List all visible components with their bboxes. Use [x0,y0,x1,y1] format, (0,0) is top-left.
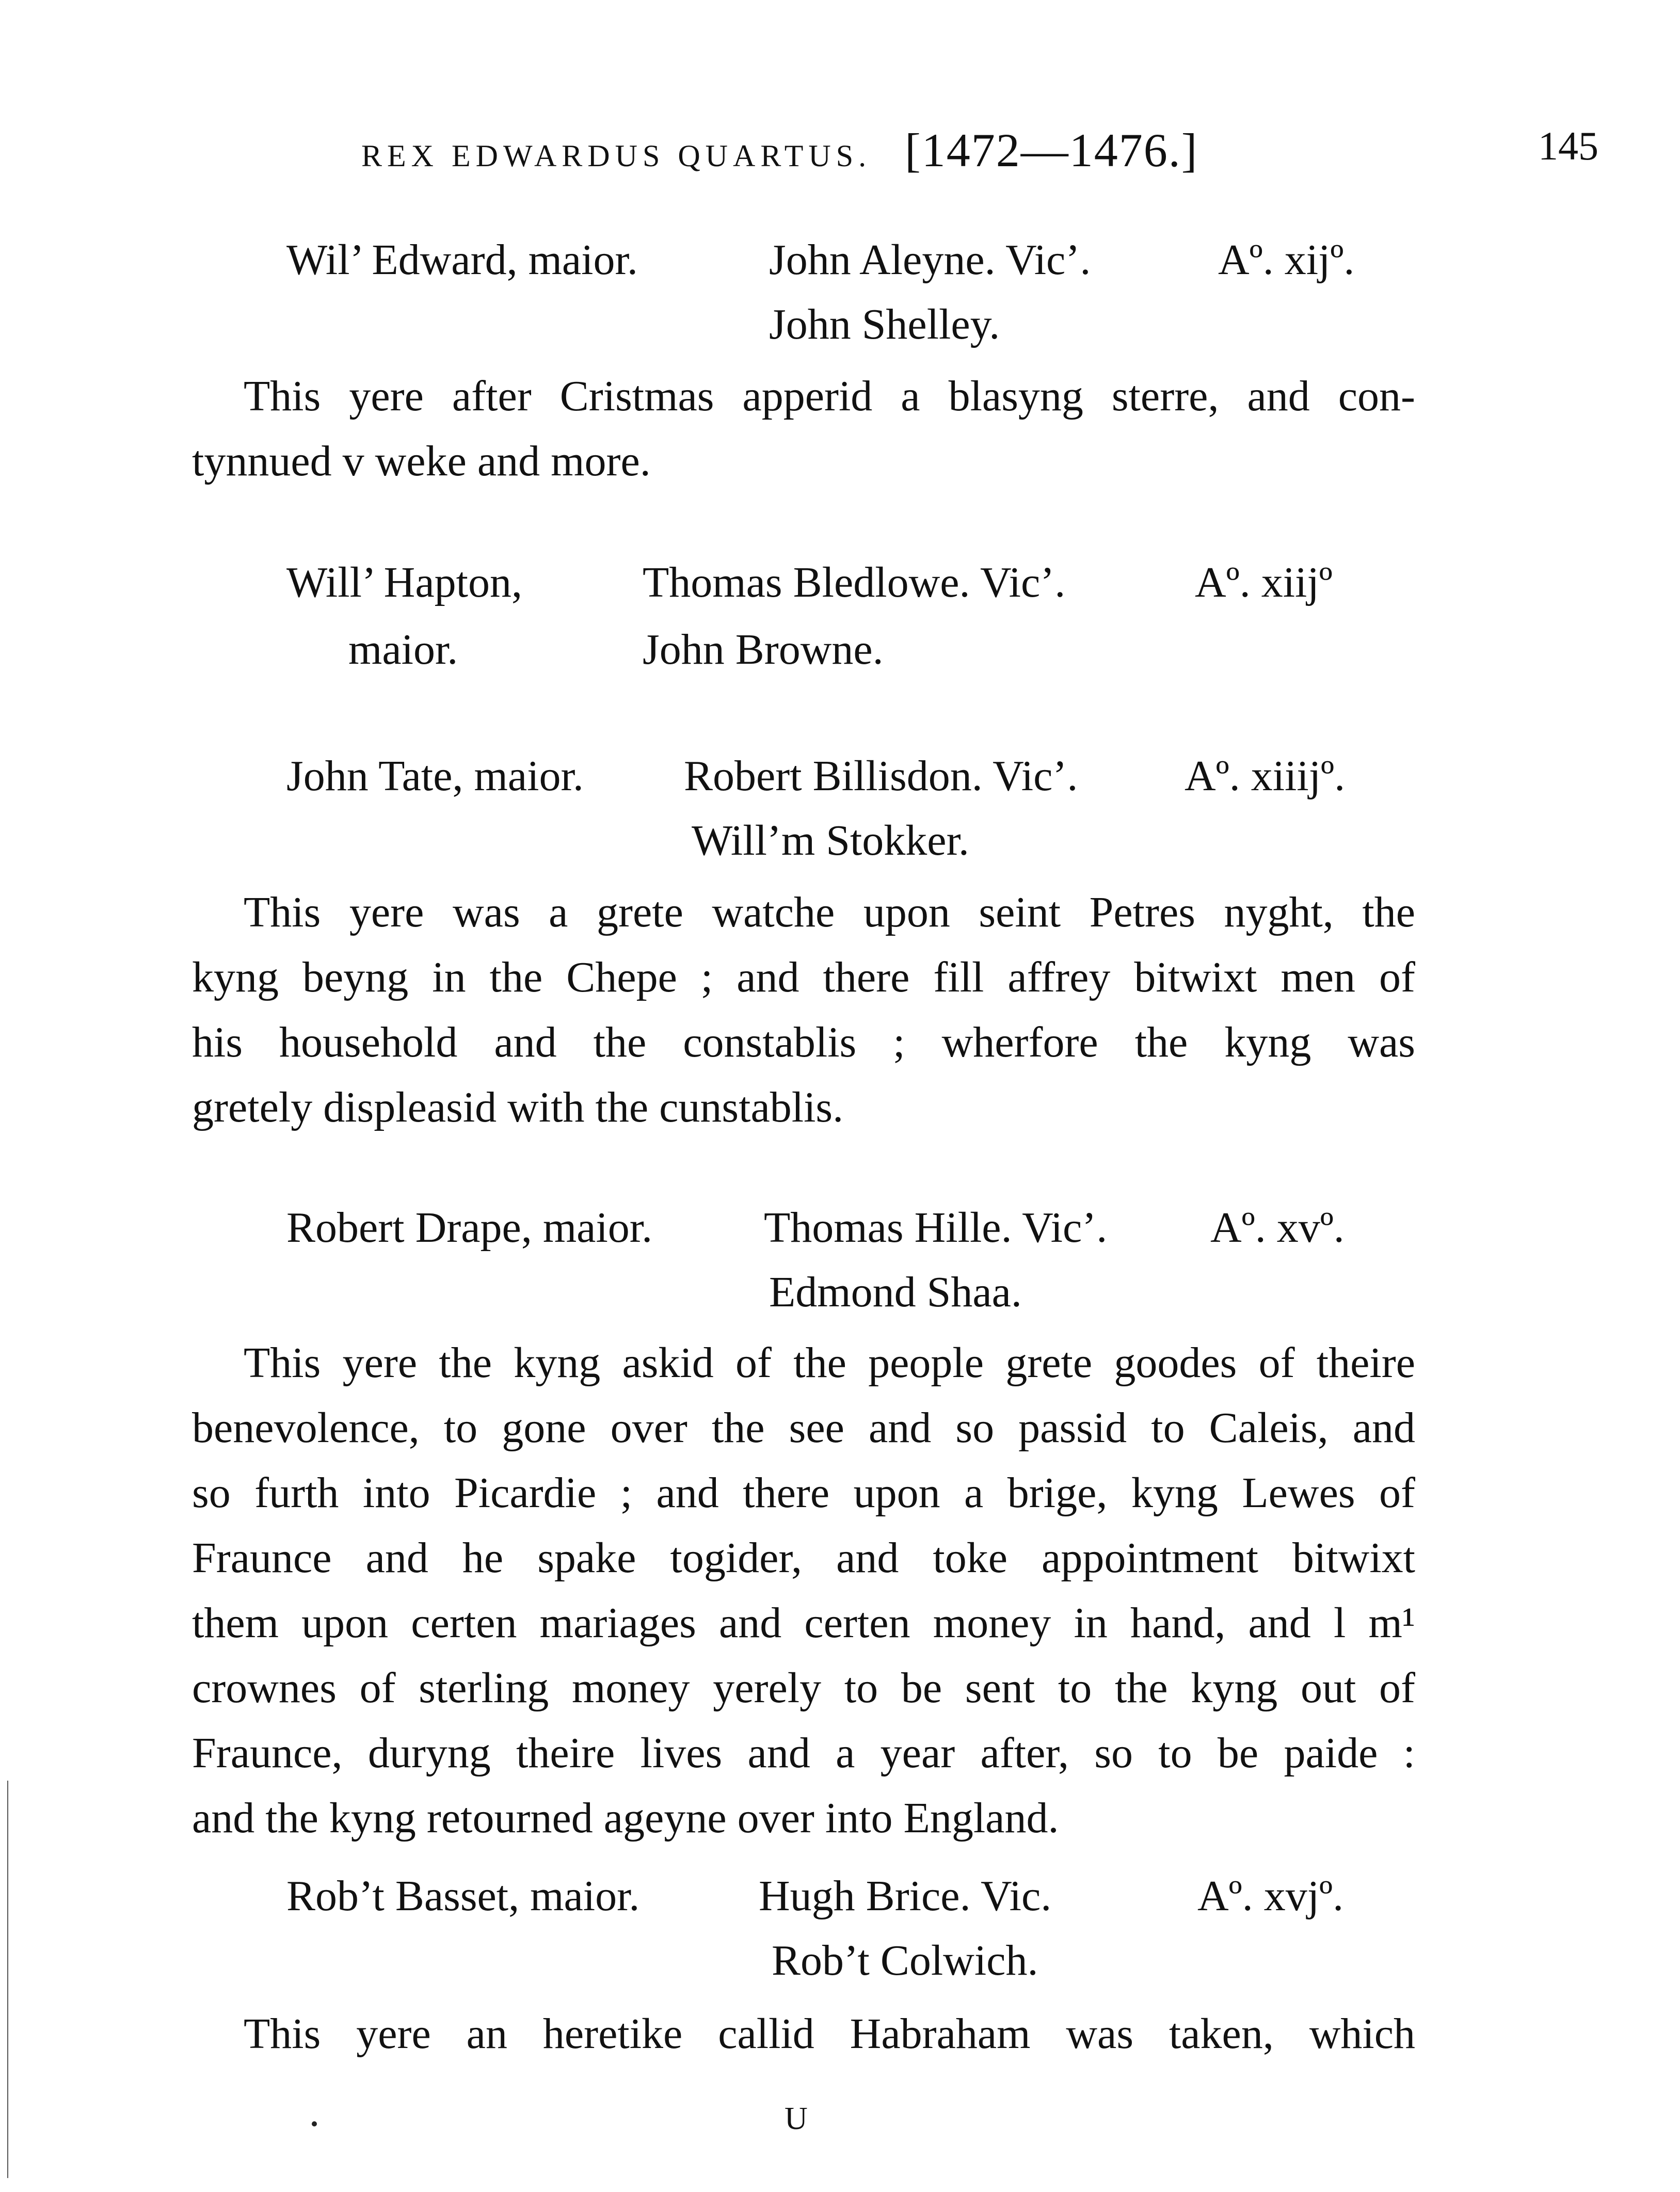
paragraph-line: Fraunce, duryng theire lives and a year after, so to be paide : [192,1729,1415,1777]
entry-3-mayor: John Tate, maior. [286,752,584,800]
running-head [361,123,1198,178]
page-number: 145 [1538,123,1598,168]
entry-2-mayor-cont: maior. [348,626,458,674]
paragraph-line: This yere an heretike callid Habraham was taken, which [244,2010,1415,2058]
signature-mark: U [785,2101,808,2136]
entry-5-sheriff-2: Rob’t Colwich. [772,1937,1038,1985]
entry-1-sheriff-1: John Aleyne. Vic’. [769,236,1091,284]
paragraph-line: This yere was a grete watche upon seint Petres nyght, the [244,888,1415,936]
paragraph-line: so furth into Picardie ; and there upon a brige, kyng Lewes of [192,1469,1415,1517]
paragraph-line: benevolence, to gone over the see and so passid to Caleis, and [192,1404,1415,1452]
entry-5-mayor: Rob’t Basset, maior. [286,1872,640,1920]
entry-2-mayor: Will’ Hapton, [286,558,522,606]
paragraph-line: crownes of sterling money yerely to be sent to the kyng out of [192,1664,1415,1712]
entry-5-sheriff-1: Hugh Brice. Vic. [759,1872,1052,1920]
entry-1-year: Aº. xijº. [1218,236,1355,284]
paragraph-line: them upon certen mariages and certen money in hand, and l m¹ [192,1599,1415,1647]
entry-4-sheriff-2: Edmond Shaa. [769,1268,1022,1316]
paragraph-line: This yere after Cristmas apperid a blasyng sterre, and con- [244,372,1415,420]
entry-4-paragraph [192,1331,1415,1851]
paragraph-line: tynnued v weke and more. [192,437,651,485]
paragraph-line: kyng beyng in the Chepe ; and there fill affrey bitwixt men of [192,953,1415,1001]
entry-3-year: Aº. xiiijº. [1185,752,1346,800]
entry-2-year: Aº. xiijº [1195,558,1333,606]
entry-4-sheriff-1: Thomas Hille. Vic’. [764,1204,1108,1252]
ink-dot [312,2121,317,2126]
entry-3-sheriff-1: Robert Billisdon. Vic’. [684,752,1078,800]
entry-3-sheriff-2: Will’m Stokker. [692,817,969,865]
entry-1-mayor: Wil’ Edward, maior. [286,236,638,284]
running-head-dates: [1472—1476.] [905,124,1198,177]
entry-2-sheriff-1: Thomas Bledlowe. Vic’. [643,558,1066,606]
running-title: REX EDWARDUS QUARTUS. [361,139,872,173]
entry-2-sheriff-2: John Browne. [643,626,884,674]
entry-4-year: Aº. xvº. [1210,1204,1345,1252]
margin-rule [7,1781,8,2178]
entry-3-paragraph [192,880,1415,1140]
paragraph-line: Fraunce and he spake togider, and toke appointment bitwixt [192,1534,1415,1582]
paragraph-line: gretely displeasid with the cunstablis. [192,1083,844,1131]
entry-4-mayor: Robert Drape, maior. [286,1204,653,1252]
entry-5-year: Aº. xvjº. [1197,1872,1344,1920]
entry-1-paragraph [192,364,1415,494]
paragraph-line: and the kyng retourned ageyne over into England. [192,1794,1059,1842]
paragraph-line: his household and the constablis ; wherfore the kyng was [192,1018,1415,1066]
entry-1-sheriff-2: John Shelley. [769,300,1000,348]
entry-5-paragraph [192,2002,1415,2067]
paragraph-line: This yere the kyng askid of the people grete goodes of theire [244,1339,1415,1387]
